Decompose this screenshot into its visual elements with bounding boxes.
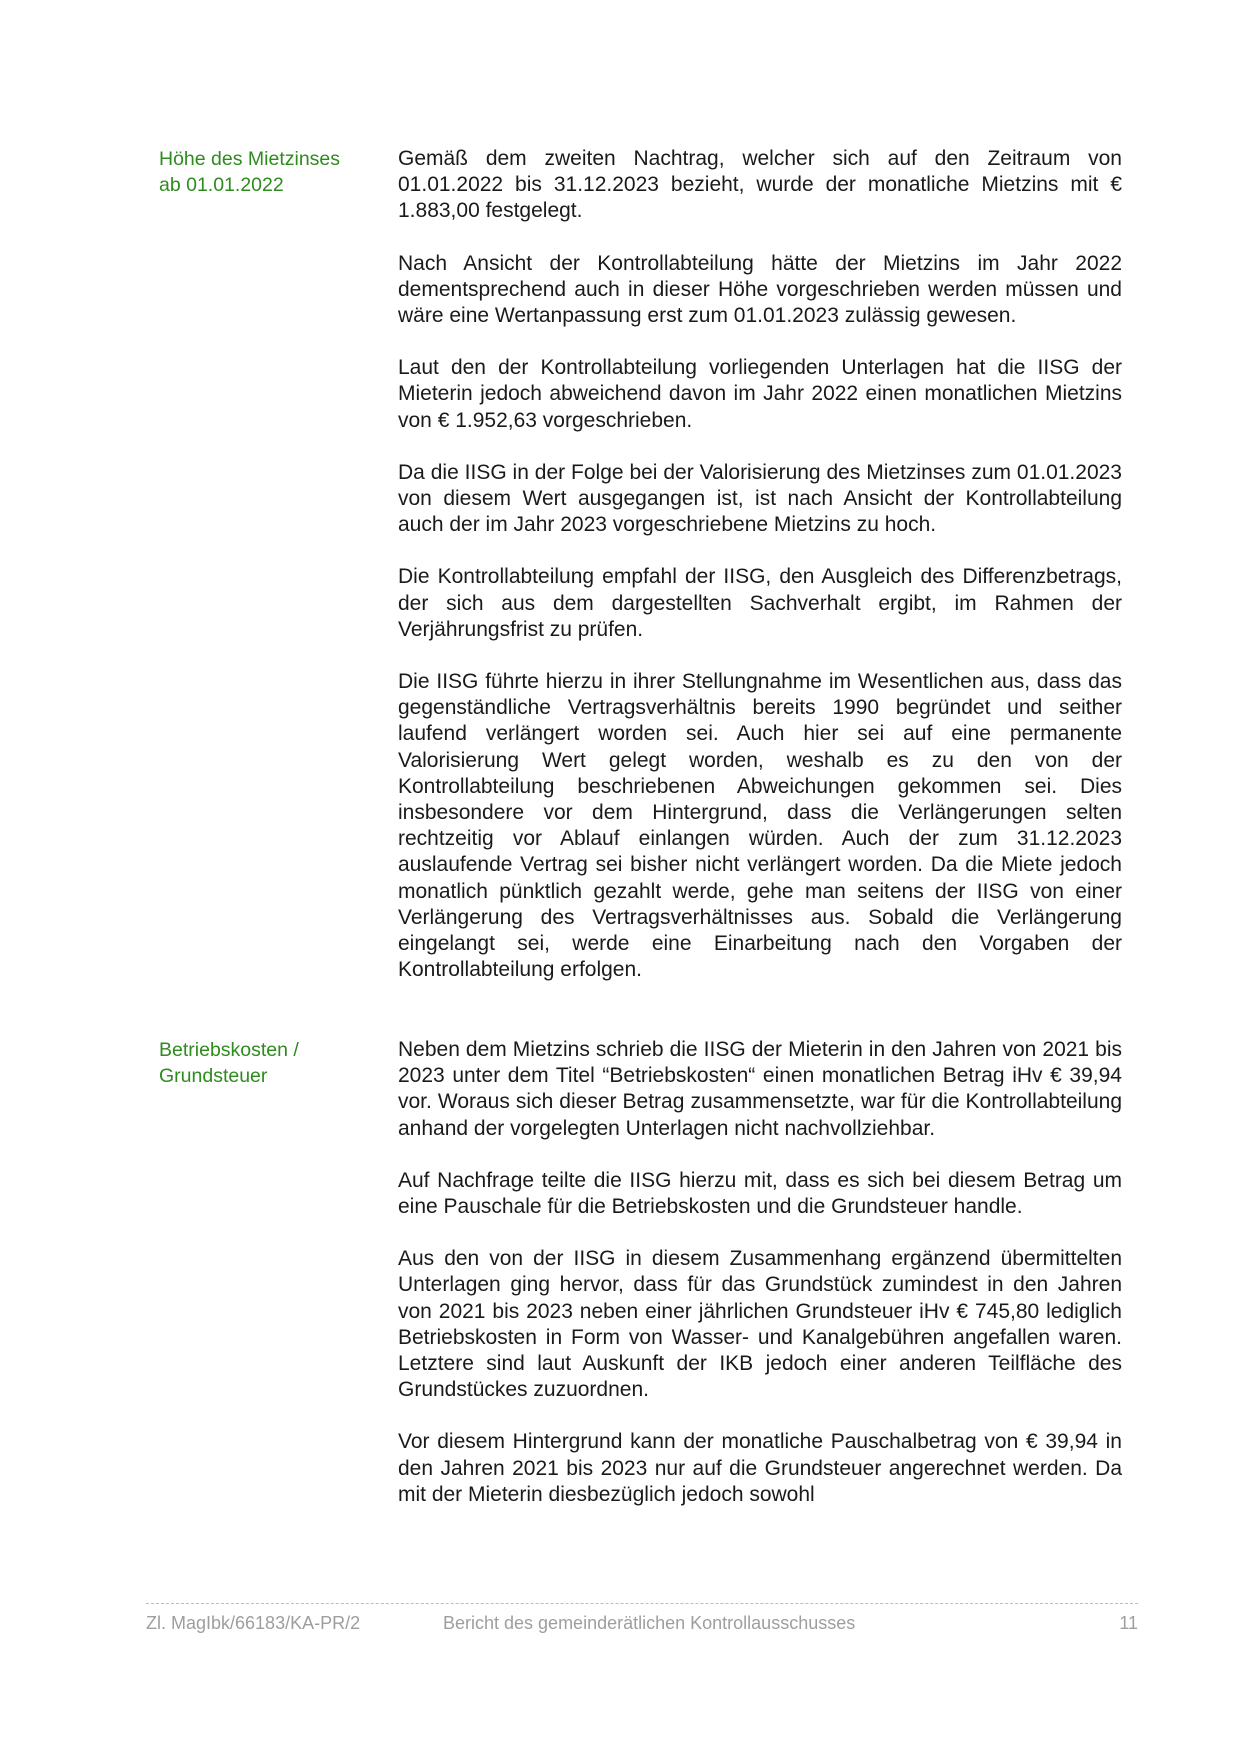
footer-title: Bericht des gemeinderätlichen Kontrollausschusses <box>443 1613 856 1633</box>
margin-heading <box>159 1037 389 1089</box>
paragraph: Nach Ansicht der Kontrollabteilung hätte der Mietzins im Jahr 2022 dementsprechend auch in dieser Höhe vorgeschrieben werden müssen und wäre eine Wertanpassung erst zum 01.01.2023 zulässig gewesen. <box>398 251 1122 328</box>
margin-heading <box>159 146 389 198</box>
margin-heading-line: Höhe des Mietzinses <box>159 148 341 170</box>
section-body <box>398 146 1122 1009</box>
paragraph: Vor diesem Hintergrund kann der monatliche Pauschalbetrag von € 39,94 in den Jahren 2021 bis 2023 nur auf die Grundsteuer angerechnet werden. Da mit der Mieterin diesbezüglich jedoch sowohl <box>398 1430 1122 1506</box>
margin-heading-line: Grundsteuer <box>159 1065 268 1087</box>
paragraph: Die IISG führte hierzu in ihrer Stellungnahme im Wesentlichen aus, dass das gegenständliche Vertragsverhältnis bereits 1990 begründet und seither laufend verlängert worden sei. Auch hier sei auf eine permanente Valorisierung Wert gelegt worden, weshalb es zu den von der Kontrollabteilung beschriebenen Abweichungen gekommen sei. Dies insbesondere vor dem Hintergrund, dass die Verlängerungen selten rechtzeitig vor Ablauf einlangen würden. Auch der zum 31.12.2023 auslaufende Vertrag sei bisher nicht verlängert worden. Da die Miete jedoch monatlich pünktlich gezahlt werde, gehe man seitens der IISG von einer Verlängerung des Vertragsverhältnisses aus. Sobald die Verlängerung eingelangt sei, werde eine Einarbeitung nach den Vorgaben der Kontrollabteilung erfolgen. <box>398 670 1122 982</box>
margin-heading-line: Betriebskosten / <box>159 1039 299 1061</box>
footer-reference: Zl. MagIbk/66183/KA-PR/2 <box>146 1613 361 1633</box>
margin-heading-line: ab 01.01.2022 <box>159 174 284 196</box>
paragraph: Auf Nachfrage teilte die IISG hierzu mit, dass es sich bei diesem Betrag um eine Pauschale für die Betriebskosten und die Grundsteuer handle. <box>398 1168 1122 1219</box>
paragraph: Gemäß dem zweiten Nachtrag, welcher sich auf den Zeitraum von 01.01.2022 bis 31.12.2023 bezieht, wurde der monatliche Mietzins mit € 1.883,00 festgelegt. <box>398 147 1122 223</box>
page-number: 11 <box>1119 1613 1138 1633</box>
paragraph: Neben dem Mietzins schrieb die IISG der Mieterin in den Jahren von 2021 bis 2023 unter dem Titel “Betriebskosten“ einen monatlichen Betrag iHv € 39,94 vor. Woraus sich dieser Betrag zusammensetzte, war für die Kontrollabteilung anhand der vorgelegten Unterlagen nicht nachvollziehbar. <box>398 1038 1122 1140</box>
paragraph: Die Kontrollabteilung empfahl der IISG, den Ausgleich des Differenzbetrags, der sich aus dem dargestellten Sachverhalt ergibt, im Rahmen der Verjährungsfrist zu prüfen. <box>398 565 1122 641</box>
paragraph: Aus den von der IISG in diesem Zusammenhang ergänzend übermittelten Unterlagen ging hervor, dass für das Grundstück zumindest in den Jahren von 2021 bis 2023 neben einer jährlichen Grundsteuer iHv € 745,80 lediglich Betriebskosten in Form von Wasser- und Kanalgebühren angefallen waren. Letztere sind laut Auskunft der IKB jedoch einer anderen Teilfläche des Grundstückes zuzuordnen. <box>398 1247 1122 1402</box>
paragraph: Da die IISG in der Folge bei der Valorisierung des Mietzinses zum 01.01.2023 von diesem Wert ausgegangen ist, ist nach Ansicht der Kontrollabteilung auch der im Jahr 2023 vorgeschriebene Mietzins zu hoch. <box>398 460 1122 537</box>
section-body <box>398 1037 1122 1534</box>
paragraph: Laut den der Kontrollabteilung vorliegenden Unterlagen hat die IISG der Mieterin jedoch abweichend davon im Jahr 2022 einen monatlichen Mietzins von € 1.952,63 vorgeschrieben. <box>398 356 1122 432</box>
footer-divider <box>146 1603 1138 1604</box>
